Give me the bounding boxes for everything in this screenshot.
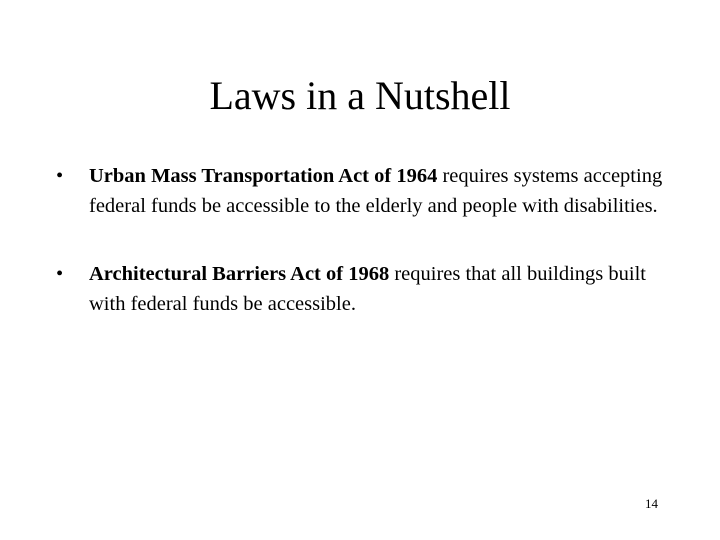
- bullet-item-urban-mass-transportation-act: [56, 161, 676, 221]
- bullet-icon: •: [56, 263, 64, 285]
- slide-title: Laws in a Nutshell: [209, 73, 511, 118]
- bullet-law-name: Urban Mass Transportation Act of 1964: [89, 165, 438, 187]
- bullet-description: requires that all buildings built with federal funds be accessible.: [89, 263, 646, 315]
- bullet-description: requires systems accepting federal funds be accessible to the elderly and people with disabilities.: [89, 165, 663, 217]
- bullet-icon: •: [56, 165, 64, 187]
- bullet-law-name: Architectural Barriers Act of 1968: [89, 263, 390, 285]
- bullet-item-architectural-barriers-act: [56, 259, 676, 319]
- page-number: 14: [645, 496, 658, 511]
- bullet-list: [56, 161, 676, 357]
